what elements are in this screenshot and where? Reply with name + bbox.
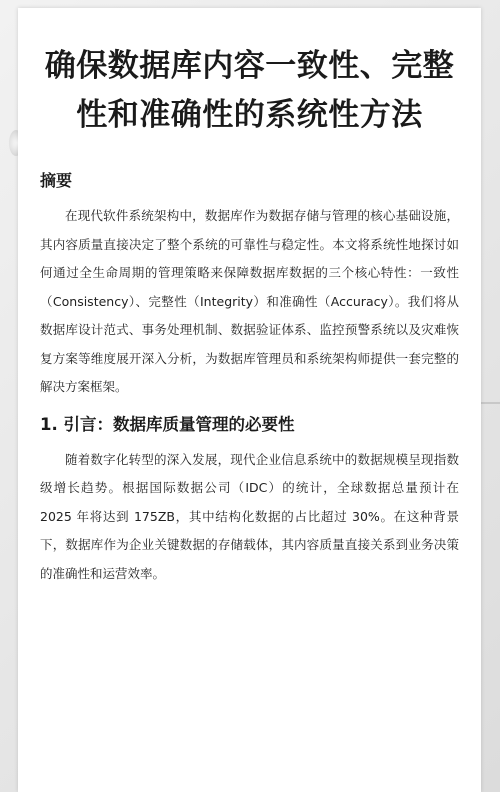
abstract-paragraph: 在现代软件系统架构中，数据库作为数据存储与管理的核心基础设施，其内容质量直接决定了整个系统的可靠性与稳定性。本文将系统性地探讨如何通过全生命周期的管理策略来保障数据库数据的三个核心特性：一致性（Consistency）、完整性（Integrity）和准确性（Accuracy）。我们将从数据库设计范式、事务处理机制、数据验证体系、监控预警系统以及灾难恢复方案等维度展开深入分析，为数据库管理员和系统架构师提供一套完整的解决方案框架。 (40, 208, 459, 394)
page-edge-mark (480, 402, 500, 404)
document-page[interactable] (18, 8, 481, 792)
section-1-heading: 1. 引言：数据库质量管理的必要性 (40, 414, 295, 434)
abstract-heading: 摘要 (40, 171, 73, 190)
section-1-paragraph: 随着数字化转型的深入发展，现代企业信息系统中的数据规模呈现指数级增长趋势。根据国际数据公司（IDC）的统计，全球数据总量预计在 2025 年将达到 175ZB，其中结构化数据的占比超过 30%。在这种背景下，数据库作为企业关键数据的存储载体，其内容质量直接关系到业务决策的准确性和运营效率。 (40, 451, 459, 581)
document-title: 确保数据库内容一致性、完整性和准确性的系统性方法 (44, 48, 455, 133)
